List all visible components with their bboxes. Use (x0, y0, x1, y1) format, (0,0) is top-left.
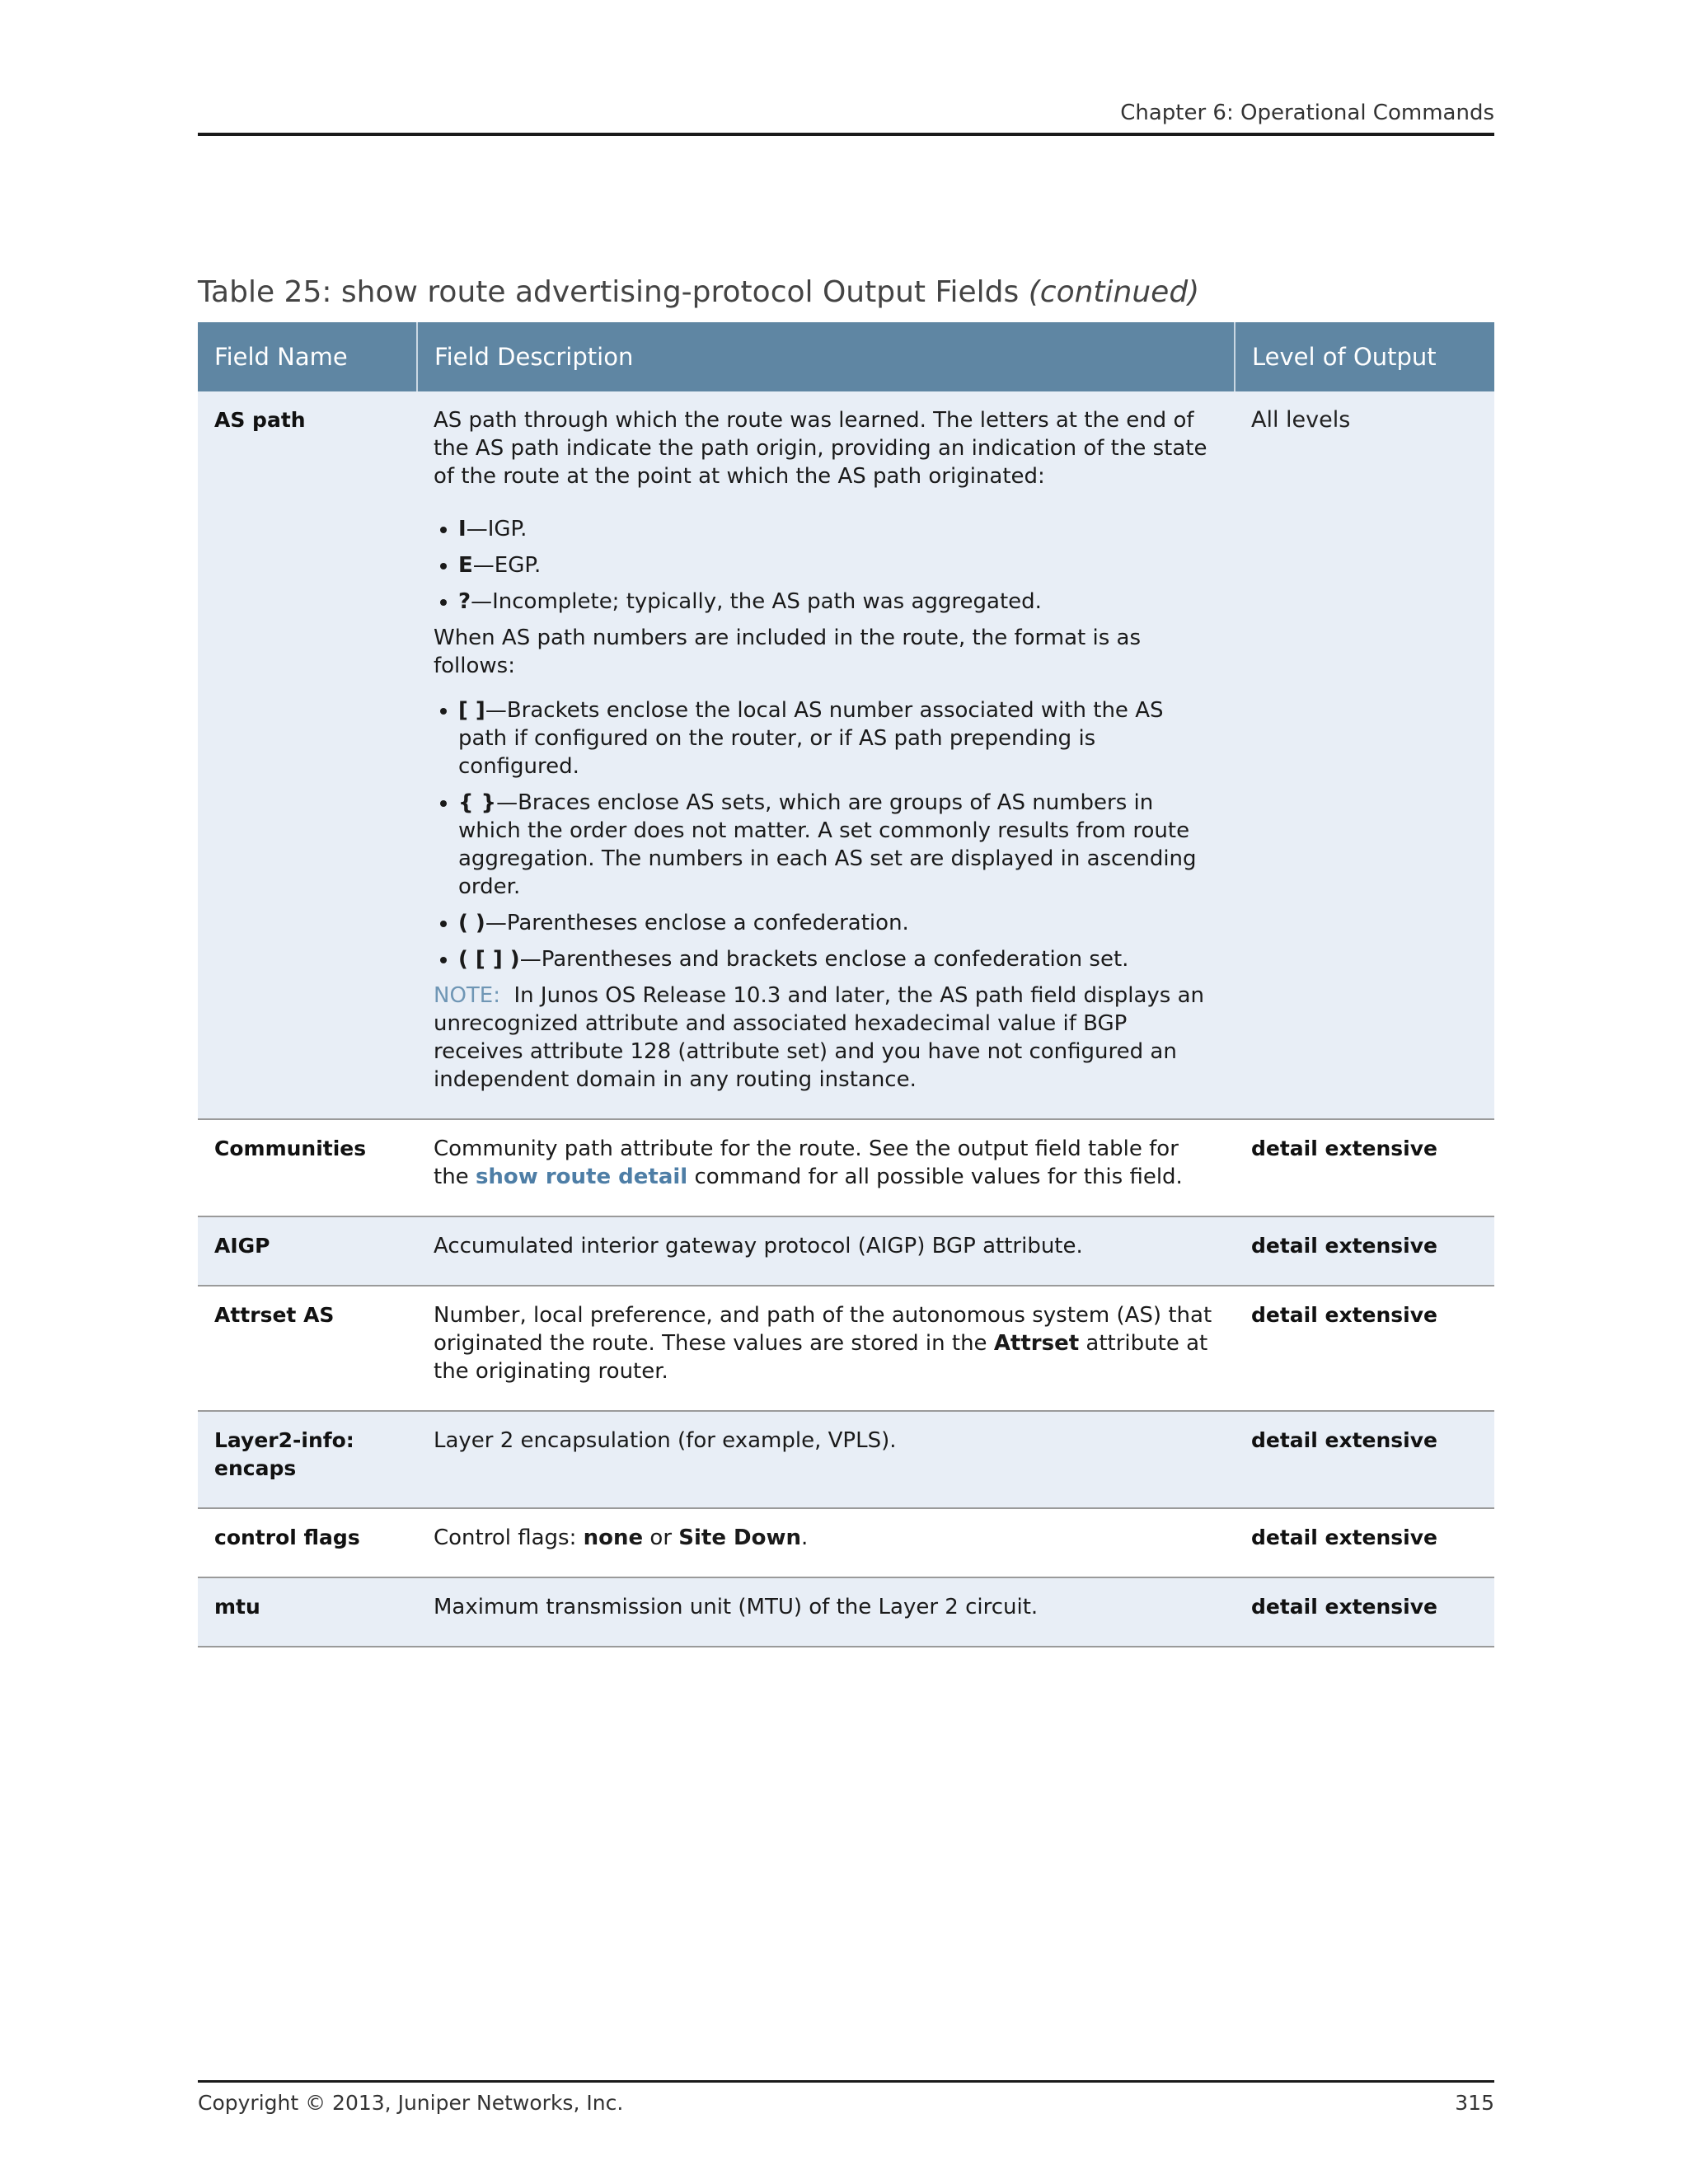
format-text: —Parentheses and brackets enclose a confederation set. (519, 947, 1129, 972)
table-title-main: Table 25: show route advertising-protocol Output Fields (198, 275, 1020, 309)
note (434, 982, 1218, 1094)
table-row-control-flags (198, 1508, 1494, 1577)
note-text: In Junos OS Release 10.3 and later, the AS path field displays an unrecognized attribute and associated hexadecimal value if BGP receives attribute 128 (attribute set) and you have not configured an independent domain in any routing instance. (434, 983, 1205, 1092)
header-rule (198, 133, 1494, 136)
attrset-keyword: Attrset (993, 1331, 1080, 1356)
field-name: control flags (198, 1508, 417, 1577)
level-of-output: detail extensive (1235, 1508, 1494, 1577)
table-title-suffix: (continued) (1028, 275, 1200, 309)
field-name: Communities (198, 1119, 417, 1216)
table-row-aigp (198, 1216, 1494, 1286)
origin-symbol: I (458, 517, 467, 541)
format-symbol: ( [ ] ) (458, 947, 520, 972)
level-of-output: detail extensive (1235, 1216, 1494, 1286)
format-symbol: { } (458, 790, 497, 815)
origin-symbol: E (458, 553, 473, 578)
field-description: Layer 2 encapsulation (for example, VPLS). (417, 1411, 1235, 1508)
level-of-output: All levels (1235, 391, 1494, 1119)
format-intro: When AS path numbers are included in the route, the format is as follows: (434, 626, 1141, 678)
running-header: Chapter 6: Operational Commands (1120, 101, 1494, 125)
table-row-layer2-info (198, 1411, 1494, 1508)
list-item (458, 588, 1218, 616)
column-header-field-name: Field Name (198, 322, 417, 391)
level-of-output: detail extensive (1235, 1119, 1494, 1216)
level-of-output: detail extensive (1235, 1577, 1494, 1647)
list-item (458, 696, 1218, 780)
description-text: command for all possible values for this field. (687, 1165, 1183, 1189)
format-text: —Brackets enclose the local AS number associated with the AS path if configured on the router, or if AS path prepending is configured. (458, 698, 1164, 779)
show-route-detail-link[interactable]: show route detail (475, 1165, 688, 1189)
footer-rule (198, 2080, 1494, 2083)
format-text: —Braces enclose AS sets, which are groups of AS numbers in which the order does not matter. A set commonly results from route aggregation. The numbers in each AS set are displayed in ascending order. (458, 790, 1197, 899)
description-text: . (801, 1526, 809, 1550)
level-of-output: detail extensive (1235, 1286, 1494, 1411)
field-name: AS path (198, 391, 417, 1119)
field-description: Accumulated interior gateway protocol (AIGP) BGP attribute. (417, 1216, 1235, 1286)
field-description: Maximum transmission unit (MTU) of the Layer 2 circuit. (417, 1577, 1235, 1647)
description-text: Control flags: (434, 1526, 584, 1550)
table-row-mtu (198, 1577, 1494, 1647)
field-name: mtu (198, 1577, 417, 1647)
output-fields-table (198, 322, 1494, 1647)
description-text: attribute at the originating router. (434, 1331, 1208, 1384)
field-description (417, 1286, 1235, 1411)
page-number: 315 (1455, 2091, 1494, 2115)
flag-value-none: none (583, 1526, 644, 1550)
table-header-row (198, 322, 1494, 391)
copyright: Copyright © 2013, Juniper Networks, Inc. (198, 2091, 624, 2115)
description-text: Community path attribute for the route. See the output field table for the (434, 1137, 1179, 1189)
format-symbol: [ ] (458, 698, 485, 723)
table-title (198, 275, 1199, 309)
description-text: Number, local preference, and path of the autonomous system (AS) that originated the route. These values are stored in the (434, 1303, 1212, 1356)
format-text: —Parentheses enclose a confederation. (485, 911, 909, 935)
field-description (417, 1508, 1235, 1577)
flag-value-site-down: Site Down (678, 1526, 802, 1550)
origin-text: —EGP. (472, 553, 542, 578)
description-text: or (643, 1526, 679, 1550)
field-name: Attrset AS (198, 1286, 417, 1411)
format-list (434, 696, 1218, 973)
origin-text: —IGP. (466, 517, 528, 541)
column-header-field-description: Field Description (417, 322, 1235, 391)
list-item (458, 909, 1218, 937)
list-item (458, 551, 1218, 579)
field-description (417, 1119, 1235, 1216)
origin-text: —Incomplete; typically, the AS path was aggregated. (471, 589, 1042, 614)
origin-symbol: ? (458, 589, 471, 614)
field-description (417, 391, 1235, 1119)
table-row-communities (198, 1119, 1494, 1216)
field-name: AIGP (198, 1216, 417, 1286)
list-item (458, 945, 1218, 973)
column-header-level-of-output: Level of Output (1235, 322, 1494, 391)
as-path-intro: AS path through which the route was learned. The letters at the end of the AS path indicate the path origin, providing an indication of the state of the route at the point at which the AS path originated: (434, 408, 1207, 489)
format-symbol: ( ) (458, 911, 485, 935)
table-row-attrset-as (198, 1286, 1494, 1411)
list-item (458, 515, 1218, 543)
table-row-as-path (198, 391, 1494, 1119)
field-name: Layer2-info: encaps (198, 1411, 417, 1508)
note-label: NOTE: (434, 983, 500, 1008)
list-item (458, 789, 1218, 901)
level-of-output: detail extensive (1235, 1411, 1494, 1508)
origin-list (434, 515, 1218, 616)
